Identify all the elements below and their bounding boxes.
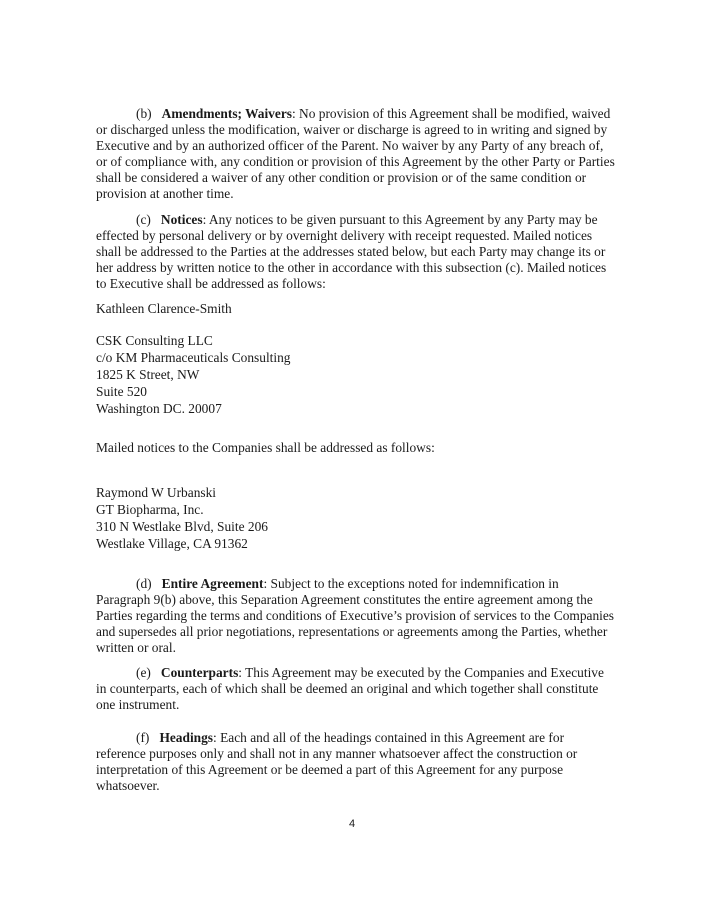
executive-address-line: 1825 K Street, NW (96, 367, 200, 382)
section-d-line1: : Subject to the exceptions noted for indemnification in (263, 576, 559, 591)
executive-address-line: Washington DC. 20007 (96, 401, 222, 416)
section-f-line1: : Each and all of the headings contained in this Agreement are for (213, 730, 565, 745)
section-b-text: or discharged unless the modification, waiver or discharge is agreed to in writing and signed by Executive and by an authorized officer of the Parent. No waiver by any Party of any breach of, or of compliance with, any condition or provision of this Agreement by the other Party or Parties shall be considered a waiver of any other condition or provision or of the same condition or provision at another time. (96, 122, 615, 201)
section-e-text: in counterparts, each of which shall be deemed an original and which together shall constitute one instrument. (96, 681, 599, 712)
section-e-counterparts (96, 665, 616, 713)
executive-address-line: c/o KM Pharmaceuticals Consulting (96, 350, 291, 365)
companies-address-line: Raymond W Urbanski (96, 485, 217, 500)
section-e-line1: : This Agreement may be executed by the Companies and Executive (238, 665, 604, 680)
section-f-headings (96, 730, 616, 794)
section-f-heading: Headings (159, 730, 214, 745)
section-d-entire-agreement (96, 576, 616, 656)
section-d-heading: Entire Agreement (161, 576, 264, 591)
section-f-label: (f) (136, 730, 150, 745)
section-b-line1: : No provision of this Agreement shall be modified, waived (291, 106, 611, 121)
companies-address-line: Westlake Village, CA 91362 (96, 536, 248, 551)
section-c-heading: Notices (160, 212, 203, 227)
section-e-label: (e) (136, 665, 151, 680)
section-f-text: reference purposes only and shall not in any manner whatsoever affect the construction or interpretation of this Agreement or be deemed a part of this Agreement for any purpose whatsoever. (96, 746, 578, 793)
section-c-text: effected by personal delivery or by overnight delivery with receipt requested. Mailed notices shall be addressed to the Parties at the addresses stated below, but each Party may change its or her address by written notice to the other in accordance with this subsection (c). Mailed notices to Executive shall be addressed as follows: (96, 228, 607, 291)
section-b-amendments-waivers (96, 106, 616, 202)
page-number: 4 (348, 818, 356, 830)
section-c-notices (96, 212, 616, 292)
companies-intro: Mailed notices to the Companies shall be addressed as follows: (96, 440, 435, 455)
section-b-heading: Amendments; Waivers (161, 106, 292, 121)
section-b-label: (b) (136, 106, 152, 121)
executive-address (96, 332, 496, 417)
section-d-label: (d) (136, 576, 152, 591)
companies-address-line: 310 N Westlake Blvd, Suite 206 (96, 519, 268, 534)
companies-address-line: GT Biopharma, Inc. (96, 502, 204, 517)
executive-name: Kathleen Clarence-Smith (96, 301, 232, 316)
companies-address (96, 484, 496, 552)
executive-address-line: Suite 520 (96, 384, 147, 399)
section-d-text: Paragraph 9(b) above, this Separation Agreement constitutes the entire agreement among the Parties regarding the terms and conditions of Executive’s provision of services to the Companies and supersedes all prior negotiations, representations or agreements among the Parties, whether written or oral. (96, 592, 615, 655)
section-c-line1: : Any notices to be given pursuant to this Agreement by any Party may be (202, 212, 598, 227)
section-e-heading: Counterparts (160, 665, 239, 680)
section-c-label: (c) (136, 212, 151, 227)
executive-address-line: CSK Consulting LLC (96, 333, 213, 348)
